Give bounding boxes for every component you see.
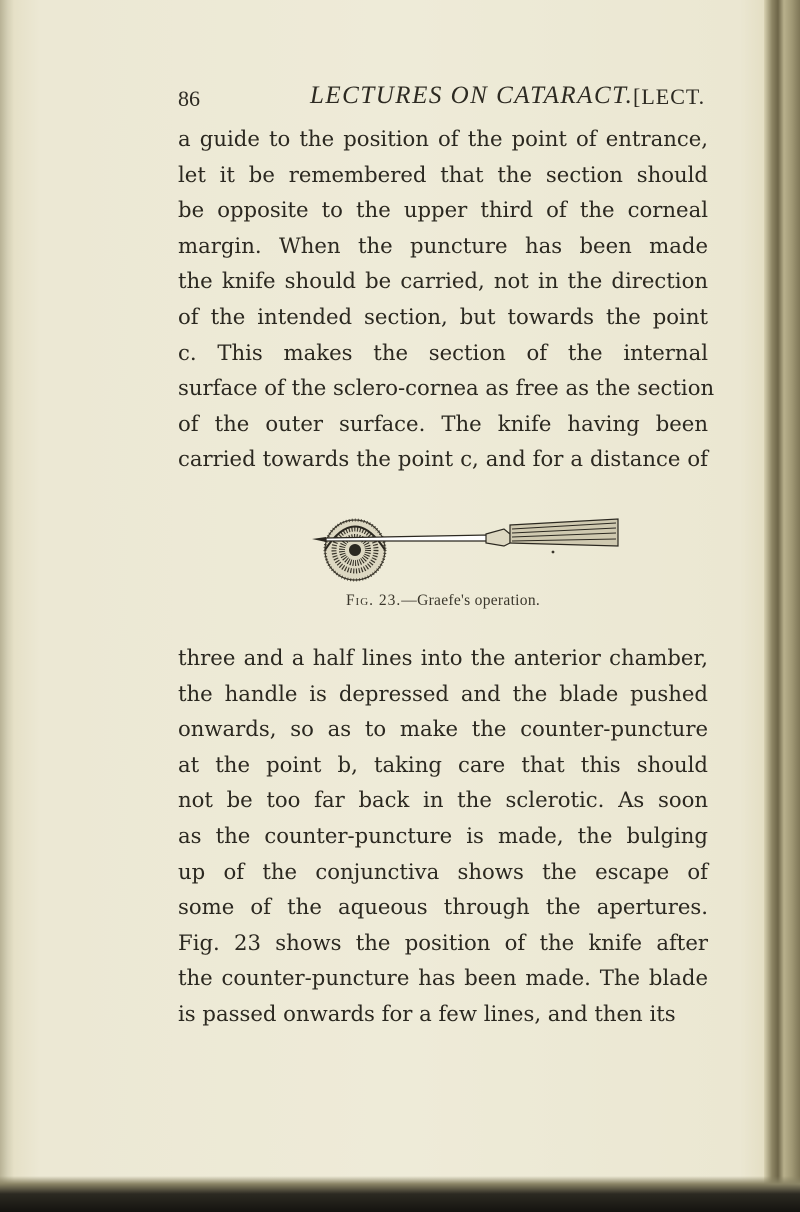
paragraph-top [178, 121, 715, 477]
text-line: c. This makes the section of the internal [178, 339, 708, 365]
paragraph-bottom [178, 640, 708, 1032]
page-edge-bottom [0, 1176, 800, 1212]
text-line: surface of the sclero-cornea as free as the section [178, 375, 715, 401]
figure-caption [178, 592, 708, 610]
text-line: of the outer surface. The knife having been [178, 410, 708, 436]
text-line: the knife should be carried, not in the direction [178, 268, 708, 294]
text-line: margin. When the puncture has been made [178, 232, 708, 258]
text-line: let it be remembered that the section should [178, 161, 708, 187]
text-line: as the counter-puncture is made, the bulging [178, 822, 708, 848]
graefe-knife-figure [300, 508, 630, 598]
page-number: 86 [178, 86, 200, 111]
text-line: not be too far back in the sclerotic. As soon [178, 787, 708, 813]
text-line: the counter-puncture has been made. The blade [178, 965, 708, 991]
text-line: some of the aqueous through the apertures. [178, 894, 708, 920]
text-line: at the point b, taking care that this should [178, 751, 708, 777]
text-line: onwards, so as to make the counter-puncture [178, 716, 708, 742]
page-gutter-shadow [0, 0, 14, 1212]
text-line: be opposite to the upper third of the corneal [178, 197, 708, 223]
text-line: a guide to the position of the point of entrance, [178, 126, 708, 151]
eye-icon [325, 520, 385, 580]
running-head-section: [LECT. [633, 84, 706, 109]
text-line: carried towards the point c, and for a distance of [178, 446, 708, 472]
text-line: of the intended section, but towards the point [178, 303, 708, 329]
point-marker-icon [552, 551, 555, 554]
text-line: the handle is depressed and the blade pushed [178, 680, 708, 706]
text-line: Fig. 23 shows the position of the knife after [178, 929, 708, 955]
figure-number: Fig. 23. [345, 592, 402, 609]
page-edge-right [764, 0, 800, 1212]
running-head-title: LECTURES ON CATARACT. [310, 82, 634, 109]
running-head [178, 82, 708, 118]
text-line: up of the conjunctiva shows the escape of [178, 858, 708, 884]
figure-caption-text: —Graefe's operation. [401, 592, 541, 609]
text-line: is passed onwards for a few lines, and then its [178, 1000, 676, 1026]
text-line: three and a half lines into the anterior chamber, [178, 645, 708, 670]
